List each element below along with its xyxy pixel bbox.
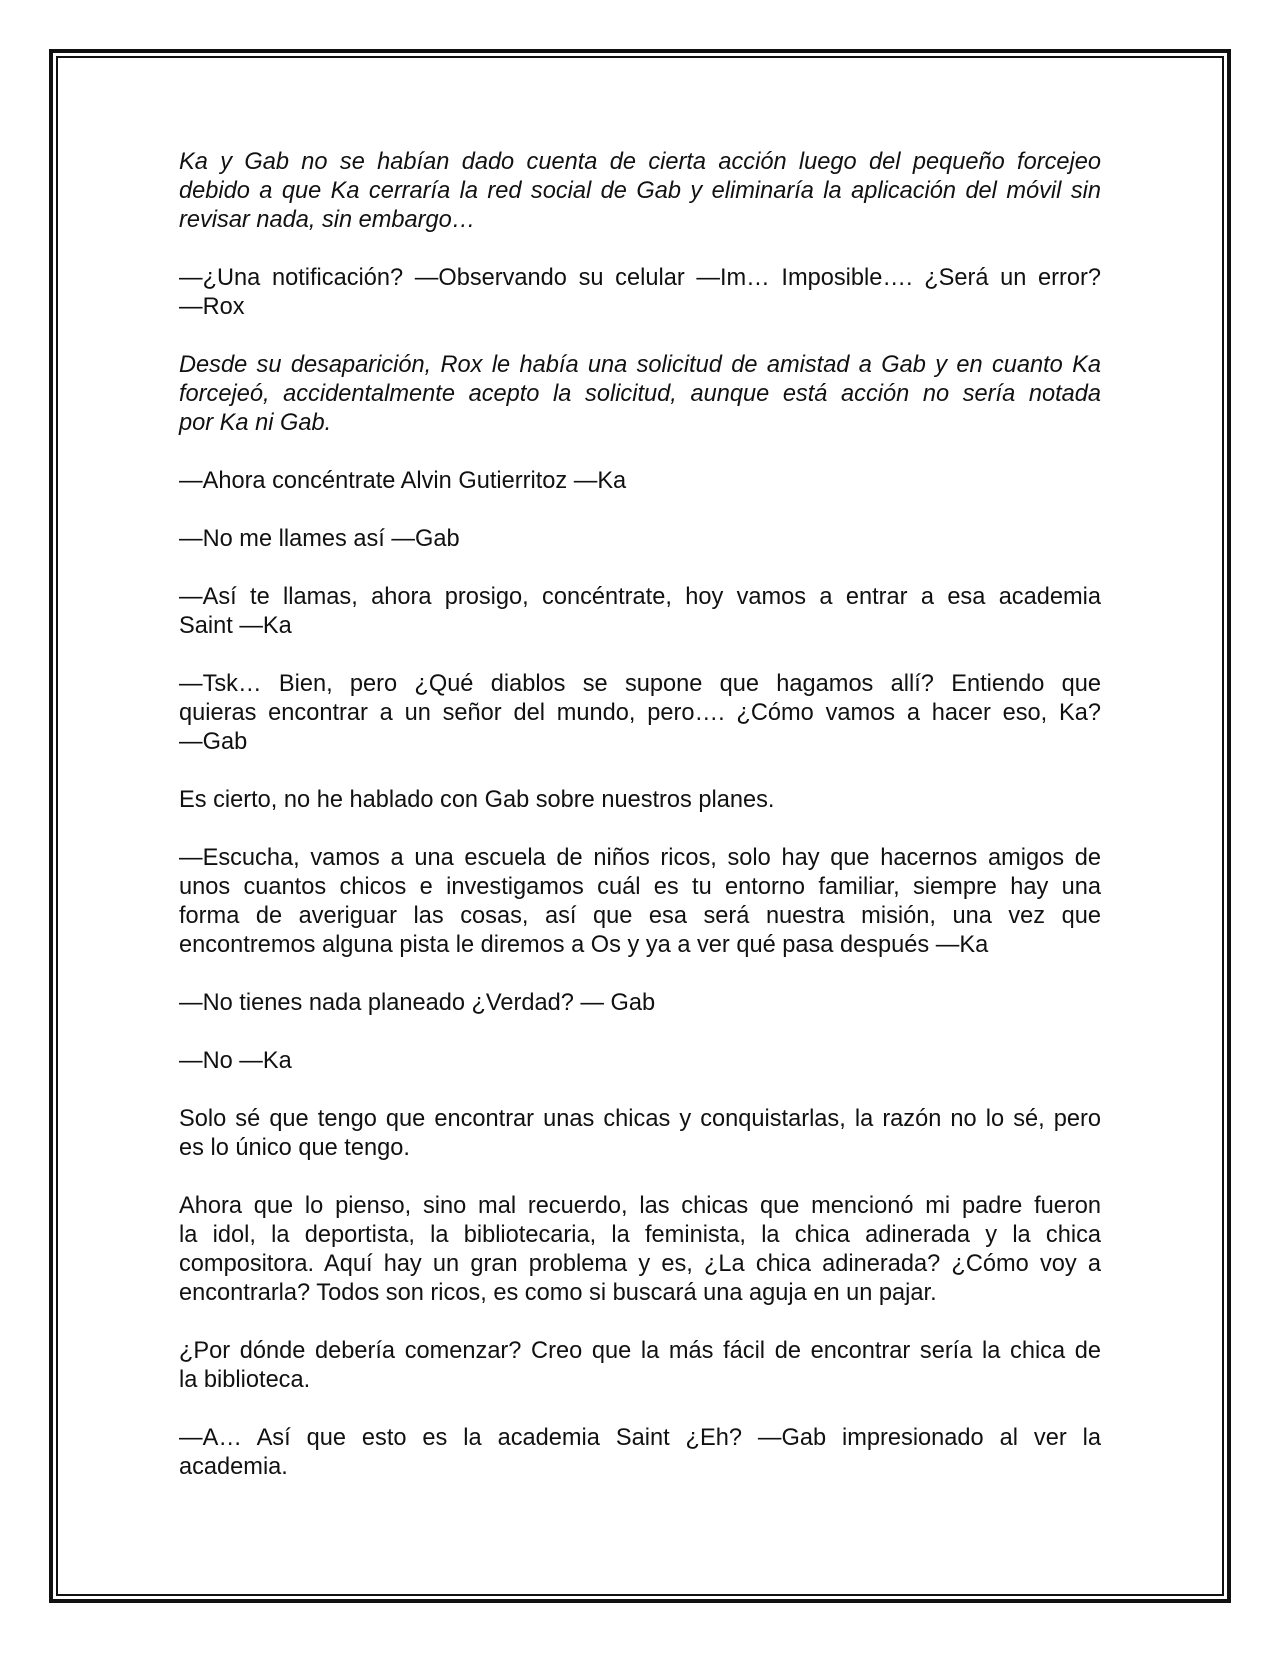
text-line: —Tsk… Bien, pero ¿Qué diablos se supone que hagamos allí? Entiendo que bbox=[179, 671, 1101, 697]
text-line: —Escucha, vamos a una escuela de niños ricos, solo hay que hacernos amigos de bbox=[179, 845, 1101, 871]
paragraph bbox=[179, 844, 1101, 960]
text-line: forma de averiguar las cosas, así que esa será nuestra misión, una vez que bbox=[179, 903, 1101, 929]
text-line: debido a que Ka cerraría la red social de Gab y eliminaría la aplicación del móvil sin bbox=[179, 178, 1101, 204]
text-line: —¿Una notificación? —Observando su celular —Im… Imposible…. ¿Será un error? bbox=[179, 265, 1101, 291]
text-line: unos cuantos chicos e investigamos cuál es tu entorno familiar, siempre hay una bbox=[179, 874, 1101, 900]
text-line: —Rox bbox=[179, 294, 245, 320]
text-line: la idol, la deportista, la bibliotecaria, la feminista, la chica adinerada y la chica bbox=[179, 1222, 1101, 1248]
paragraph bbox=[179, 467, 1101, 496]
paragraph bbox=[179, 264, 1101, 322]
text-line: —No me llames así —Gab bbox=[179, 526, 460, 552]
paragraph bbox=[179, 148, 1101, 235]
paragraph bbox=[179, 1337, 1101, 1395]
text-line: Es cierto, no he hablado con Gab sobre nuestros planes. bbox=[179, 787, 775, 813]
text-line: —Ahora concéntrate Alvin Gutierritoz —Ka bbox=[179, 468, 627, 494]
text-line: la biblioteca. bbox=[179, 1367, 311, 1393]
text-line: compositora. Aquí hay un gran problema y es, ¿La chica adinerada? ¿Cómo voy a bbox=[179, 1251, 1101, 1277]
paragraph bbox=[179, 1105, 1101, 1163]
text-line: —Así te llamas, ahora prosigo, concéntrate, hoy vamos a entrar a esa academia bbox=[179, 584, 1101, 610]
text-line: encontrarla? Todos son ricos, es como si buscará una aguja en un pajar. bbox=[179, 1280, 937, 1306]
paragraph bbox=[179, 670, 1101, 757]
text-line: Desde su desaparición, Rox le había una solicitud de amistad a Gab y en cuanto Ka bbox=[179, 352, 1101, 378]
text-line: Solo sé que tengo que encontrar unas chicas y conquistarlas, la razón no lo sé, pero bbox=[179, 1106, 1101, 1132]
text-line: encontremos alguna pista le diremos a Os y ya a ver qué pasa después —Ka bbox=[179, 932, 989, 958]
paragraph bbox=[179, 1192, 1101, 1308]
text-line: —A… Así que esto es la academia Saint ¿Eh? —Gab impresionado al ver la bbox=[179, 1425, 1101, 1451]
paragraph bbox=[179, 525, 1101, 554]
text-line: —No tienes nada planeado ¿Verdad? — Gab bbox=[179, 990, 656, 1016]
text-line: ¿Por dónde debería comenzar? Creo que la más fácil de encontrar sería la chica de bbox=[179, 1338, 1101, 1364]
paragraph bbox=[179, 1047, 1101, 1076]
text-line: —No —Ka bbox=[179, 1048, 292, 1074]
text-line: quieras encontrar a un señor del mundo, pero…. ¿Cómo vamos a hacer eso, Ka? bbox=[179, 700, 1101, 726]
text-line: por Ka ni Gab. bbox=[179, 410, 332, 436]
text-line: Saint —Ka bbox=[179, 613, 292, 639]
document-body bbox=[179, 148, 1101, 1511]
paragraph bbox=[179, 786, 1101, 815]
paragraph bbox=[179, 989, 1101, 1018]
paragraph bbox=[179, 351, 1101, 438]
text-line: revisar nada, sin embargo… bbox=[179, 207, 476, 233]
text-line: —Gab bbox=[179, 729, 248, 755]
text-line: es lo único que tengo. bbox=[179, 1135, 410, 1161]
text-line: Ka y Gab no se habían dado cuenta de cierta acción luego del pequeño forcejeo bbox=[179, 149, 1101, 175]
paragraph bbox=[179, 583, 1101, 641]
paragraph bbox=[179, 1424, 1101, 1482]
text-line: Ahora que lo pienso, sino mal recuerdo, las chicas que mencionó mi padre fueron bbox=[179, 1193, 1101, 1219]
text-line: forcejeó, accidentalmente acepto la solicitud, aunque está acción no sería notada bbox=[179, 381, 1101, 407]
text-line: academia. bbox=[179, 1454, 288, 1480]
